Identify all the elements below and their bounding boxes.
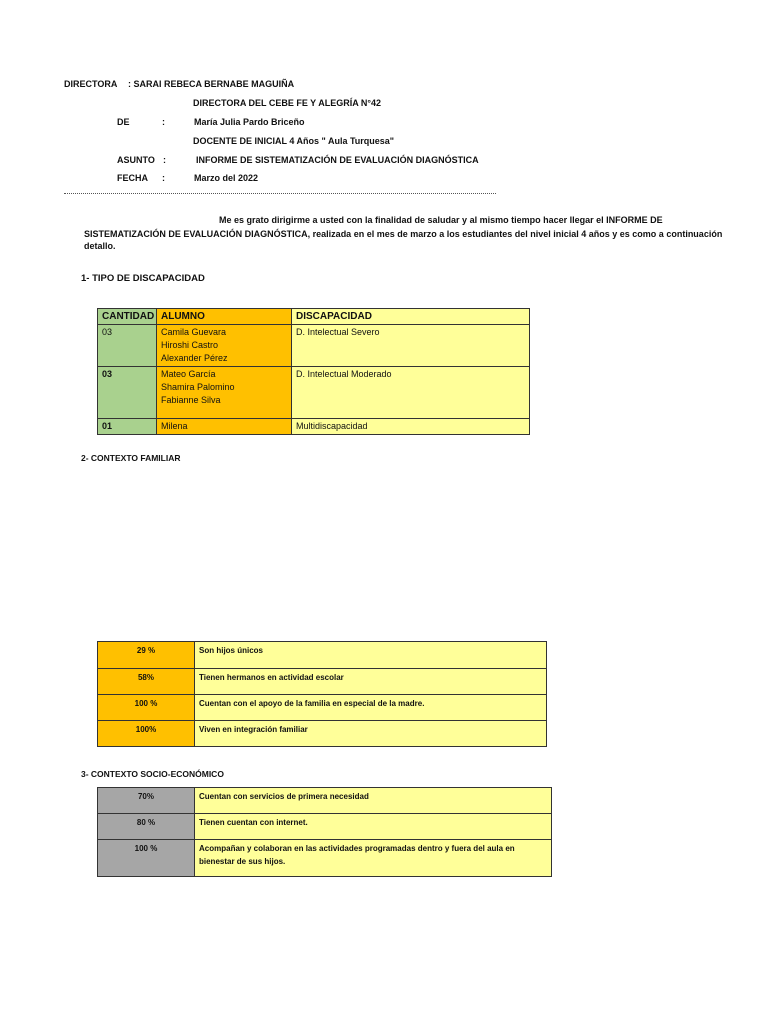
percent-cell: 100% — [98, 721, 195, 747]
percent-cell: 29 % — [98, 642, 195, 669]
de-colon: : — [162, 117, 165, 127]
asunto-value: INFORME DE SISTEMATIZACIÓN DE EVALUACIÓN DIAGNÓSTICA — [196, 155, 479, 165]
percent-cell: 100 % — [98, 840, 195, 877]
de-value: María Julia Pardo Briceño — [194, 117, 305, 127]
table-header-row — [98, 309, 530, 325]
intro-line-3: detallo. — [84, 241, 116, 251]
alumno-name: Mateo García — [161, 369, 216, 379]
row-alumnos: Milena — [157, 419, 292, 435]
contexto-socioeconomico-table — [97, 787, 552, 877]
asunto-colon: : — [163, 155, 166, 165]
directora-role: DIRECTORA DEL CEBE FE Y ALEGRÍA N°42 — [193, 98, 381, 108]
contexto-familiar-table — [97, 641, 547, 747]
directora-value: : SARAI REBECA BERNABE MAGUIÑA — [128, 79, 295, 89]
description-cell: Acompañan y colaboran en las actividades programadas dentro y fuera del aula en bienestar de sus hijos. — [195, 840, 552, 877]
header-cantidad: CANTIDAD — [98, 309, 157, 325]
table-row — [98, 695, 547, 721]
table-row — [98, 642, 547, 669]
alumno-name: Alexander Pérez — [161, 353, 228, 363]
de-label: DE — [117, 117, 130, 127]
separator-line — [64, 193, 496, 196]
percent-cell: 100 % — [98, 695, 195, 721]
header-alumno: ALUMNO — [157, 309, 292, 325]
description-cell: Son hijos únicos — [195, 642, 547, 669]
percent-cell: 70% — [98, 788, 195, 814]
table-row — [98, 325, 530, 367]
description-cell: Cuentan con servicios de primera necesidad — [195, 788, 552, 814]
intro-line-2: SISTEMATIZACIÓN DE EVALUACIÓN DIAGNÓSTICA, realizada en el mes de marzo a los estudiantes del nivel inicial 4 años y es como a continuación — [84, 229, 723, 239]
row-cantidad: 03 — [98, 367, 157, 419]
row-alumnos — [157, 367, 292, 419]
row-cantidad: 03 — [98, 325, 157, 367]
row-discapacidad: D. Intelectual Moderado — [292, 367, 530, 419]
row-discapacidad: D. Intelectual Severo — [292, 325, 530, 367]
table-row — [98, 419, 530, 435]
percent-cell: 80 % — [98, 814, 195, 840]
description-cell: Cuentan con el apoyo de la familia en especial de la madre. — [195, 695, 547, 721]
section-3-title: 3- CONTEXTO SOCIO-ECONÓMICO — [81, 769, 224, 779]
directora-label: DIRECTORA — [64, 79, 118, 89]
description-cell: Tienen hermanos en actividad escolar — [195, 669, 547, 695]
section-2-title: 2- CONTEXTO FAMILIAR — [81, 453, 181, 463]
table-row — [98, 788, 552, 814]
alumno-name: Hiroshi Castro — [161, 340, 219, 350]
table-row — [98, 367, 530, 419]
discapacidad-table — [97, 308, 530, 435]
description-cell: Viven en integración familiar — [195, 721, 547, 747]
table-row — [98, 840, 552, 877]
table-row — [98, 814, 552, 840]
intro-line-1: Me es grato dirigirme a usted con la finalidad de saludar y al mismo tiempo hacer llegar el INFORME DE — [219, 215, 663, 225]
asunto-label: ASUNTO — [117, 155, 155, 165]
de-role: DOCENTE DE INICIAL 4 Años " Aula Turquesa" — [193, 136, 395, 146]
fecha-colon: : — [162, 173, 165, 183]
section-1-title: 1- TIPO DE DISCAPACIDAD — [81, 273, 205, 284]
alumno-name: Shamira Palomino — [161, 382, 235, 392]
table-row — [98, 669, 547, 695]
alumno-name: Camila Guevara — [161, 327, 227, 337]
fecha-label: FECHA — [117, 173, 148, 183]
description-cell: Tienen cuentan con internet. — [195, 814, 552, 840]
row-discapacidad: Multidiscapacidad — [292, 419, 530, 435]
alumno-name: Fabianne Silva — [161, 395, 221, 405]
percent-cell: 58% — [98, 669, 195, 695]
row-alumnos — [157, 325, 292, 367]
row-cantidad: 01 — [98, 419, 157, 435]
fecha-value: Marzo del 2022 — [194, 173, 259, 183]
table-row — [98, 721, 547, 747]
header-discapacidad: DISCAPACIDAD — [292, 309, 530, 325]
